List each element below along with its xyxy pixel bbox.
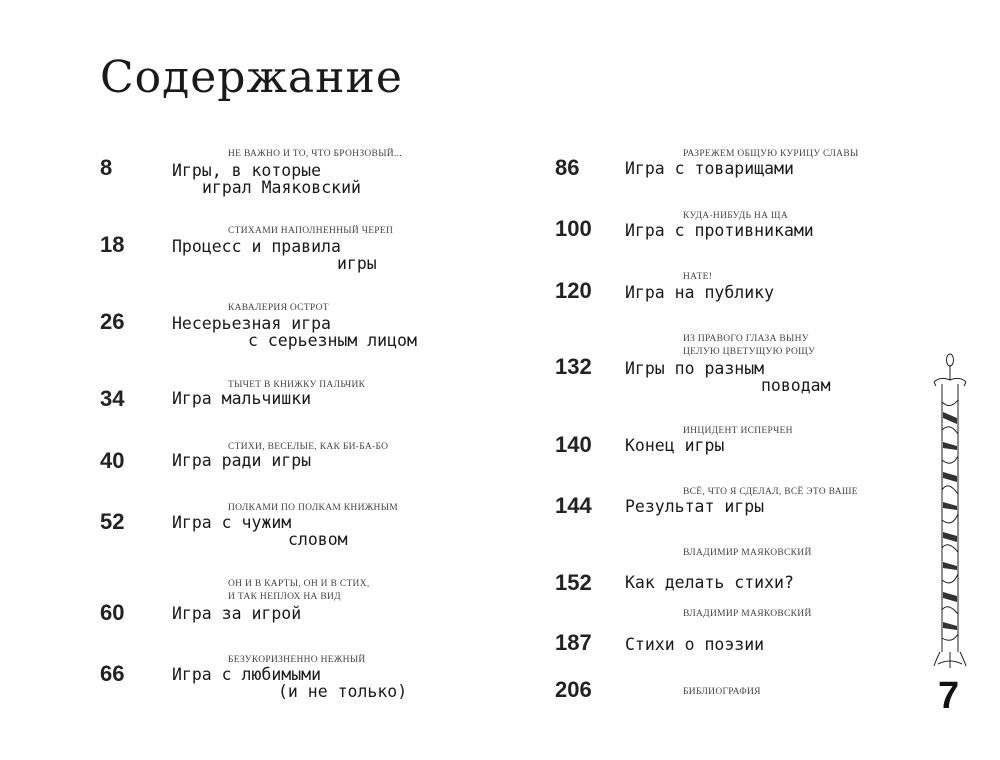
toc-entry-title: игры (337, 254, 377, 273)
toc-page-number: 60 (100, 600, 125, 625)
toc-epigraph: ИЗ ПРАВОГО ГЛАЗА ВЫНУ (683, 334, 809, 344)
toc-page-number: 120 (555, 278, 592, 303)
toc-entry-title: словом (288, 530, 348, 549)
toc-entry-title: Игра на публику (625, 283, 775, 302)
toc-page-number: 206 (555, 677, 592, 702)
toc-epigraph: ОН И В КАРТЫ, ОН И В СТИХ, (228, 579, 370, 589)
toc-entry-title: Процесс и правила (172, 237, 341, 256)
toc-page-number: 34 (100, 386, 125, 411)
toc-epigraph: СТИХАМИ НАПОЛНЕННЫЙ ЧЕРЕП (228, 226, 394, 236)
toc-epigraph: РАЗРЕЖЕМ ОБЩУЮ КУРИЦУ СЛАВЫ (683, 149, 859, 159)
toc-epigraph: НЕ ВАЖНО И ТО, ЧТО БРОНЗОВЫЙ... (228, 149, 402, 159)
toc-page-number: 100 (555, 216, 592, 241)
toc-epigraph: ТЫЧЕТ В КНИЖКУ ПАЛЬЧИК (228, 380, 366, 390)
toc-entry-title: Результат игры (625, 497, 765, 516)
toc-entry-title: Игра ради игры (172, 451, 312, 470)
toc-page-number: 8 (100, 155, 113, 180)
toc-entry-title: с серьезным лицом (248, 331, 417, 350)
toc-epigraph: ИНЦИДЕНТ ИСПЕРЧЕН (683, 426, 793, 436)
toc-epigraph: КАВАЛЕРИЯ ОСТРОТ (228, 303, 329, 313)
toc-epigraph: ПОЛКАМИ ПО ПОЛКАМ КНИЖНЫМ (228, 503, 399, 513)
toc-entry-title: Несерьезная игра (172, 314, 331, 333)
toc-entry-title: Как делать стихи? (625, 573, 794, 592)
toc-entry-title: поводам (761, 376, 831, 395)
toc-entry-title: Игра с любимыми (172, 665, 322, 684)
toc-page-number: 40 (100, 448, 125, 473)
toc-epigraph: КУДА-НИБУДЬ НА ЩА (683, 211, 788, 221)
toc-page-number: 26 (100, 309, 125, 334)
toc-entry-title: Игра мальчишки (172, 389, 312, 408)
toc-entry-title: Игры по разным (625, 359, 765, 378)
toc-entry-title: (и не только) (278, 682, 408, 701)
toc-epigraph: И ТАК НЕПЛОХ НА ВИД (228, 592, 341, 602)
decorative-scroll-illustration (930, 352, 970, 670)
toc-page-number: 144 (555, 493, 592, 518)
toc-entry-title: Игра с чужим (172, 513, 292, 532)
toc-epigraph: ВЛАДИМИР МАЯКОВСКИЙ (683, 609, 812, 619)
toc-epigraph: БИБЛИОГРАФИЯ (683, 687, 761, 697)
page-title: Содержание (100, 52, 403, 103)
toc-epigraph: ВСЁ, ЧТО Я СДЕЛАЛ, ВСЁ ЭТО ВАШЕ (683, 487, 858, 497)
toc-entry-title: Игра с противниками (625, 221, 814, 240)
toc-epigraph: НАТЕ! (683, 272, 713, 282)
toc-epigraph: СТИХИ, ВЕСЕЛЫЕ, КАК БИ-БА-БО (228, 442, 389, 452)
toc-page-number: 187 (555, 630, 592, 655)
toc-entry-title: Игра за игрой (172, 604, 302, 623)
toc-page-number: 86 (555, 155, 580, 180)
toc-epigraph: ЦЕЛУЮ ЦВЕТУЩУЮ РОЩУ (683, 347, 816, 357)
toc-page-number: 152 (555, 570, 592, 595)
toc-entry-title: Конец игры (625, 436, 725, 455)
toc-entry-title: Игра с товарищами (625, 159, 794, 178)
toc-entry-title: Игры, в которые (172, 161, 322, 180)
toc-page-number: 132 (555, 354, 592, 379)
toc-epigraph: БЕЗУКОРИЗНЕННО НЕЖНЫЙ (228, 655, 366, 665)
toc-page-number: 52 (100, 509, 125, 534)
toc-page-number: 18 (100, 232, 125, 257)
toc-entry-title: Стихи о поэзии (625, 635, 765, 654)
toc-epigraph: ВЛАДИМИР МАЯКОВСКИЙ (683, 548, 812, 558)
toc-page-number: 66 (100, 661, 125, 686)
toc-page-number: 140 (555, 432, 592, 457)
toc-entry-title: играл Маяковский (202, 178, 361, 197)
page-number: 7 (938, 675, 960, 717)
